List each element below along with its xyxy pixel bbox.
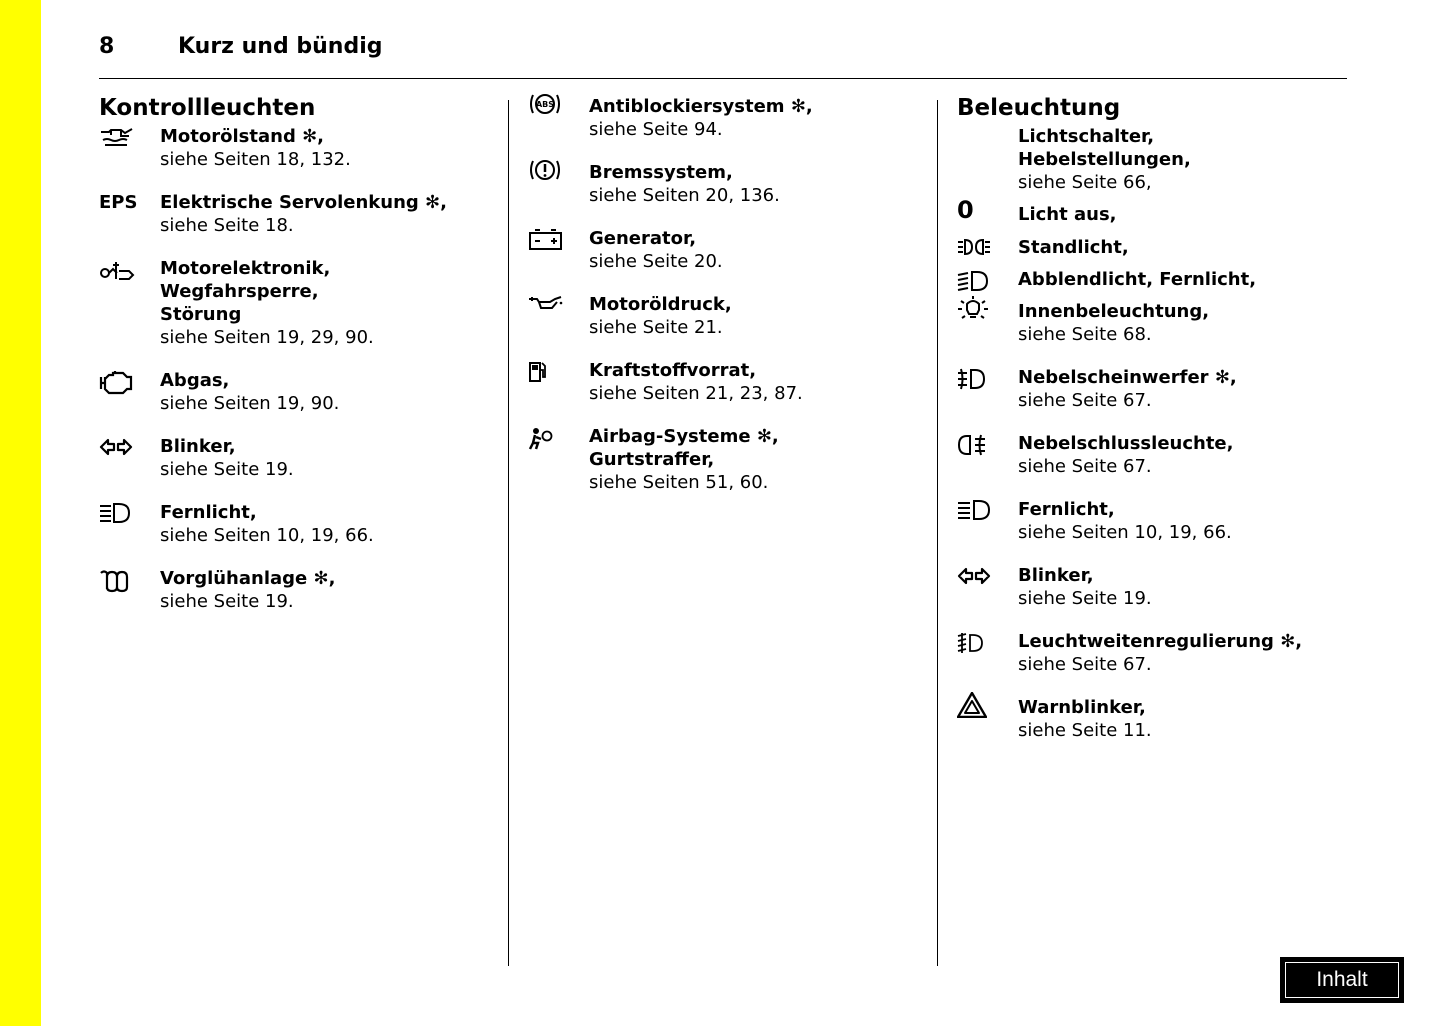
entry-page-reference: siehe Seiten 18, 132. xyxy=(160,149,351,170)
inhalt-button[interactable] xyxy=(1280,957,1404,1003)
column-divider xyxy=(937,100,938,966)
interior-light-icon xyxy=(957,296,997,320)
header-divider xyxy=(99,78,1347,79)
entry-page-reference: siehe Seiten 10, 19, 66. xyxy=(1018,522,1232,543)
hazard-warning-icon xyxy=(957,692,997,716)
airbag-icon xyxy=(528,427,568,451)
column-divider xyxy=(508,100,509,966)
abs-icon xyxy=(528,91,568,115)
entry-title: Fernlicht, xyxy=(160,502,257,523)
entry-title: Elektrische Servolenkung ✻, xyxy=(160,192,447,213)
entry-title: Kraftstoffvorrat, xyxy=(589,360,757,381)
entry-page-reference: siehe Seiten 19, 90. xyxy=(160,393,340,414)
entry-title-line: Airbag-Systeme ✻, xyxy=(589,426,779,447)
entry-title: Fernlicht, xyxy=(1018,499,1115,520)
entry-page-reference: siehe Seite 67. xyxy=(1018,456,1152,477)
entry-page-reference: siehe Seiten 19, 29, 90. xyxy=(160,327,374,348)
entry-page-reference: siehe Seite 94. xyxy=(589,119,723,140)
low-high-beam-icon xyxy=(957,270,997,294)
glow-plug-icon xyxy=(99,569,139,593)
entry-page-reference: siehe Seiten 21, 23, 87. xyxy=(589,383,803,404)
entry-page-reference: siehe Seite 19. xyxy=(1018,588,1152,609)
entry-title: Nebelscheinwerfer ✻, xyxy=(1018,367,1237,388)
fuel-pump-icon xyxy=(528,361,568,385)
rear-fog-light-icon xyxy=(957,434,997,458)
entry-title: Nebelschlussleuchte, xyxy=(1018,433,1234,454)
entry-title-line: Lichtschalter, xyxy=(1018,126,1155,147)
entry-page-reference: siehe Seite 68. xyxy=(1018,324,1152,345)
entry-page-reference: siehe Seite 66, xyxy=(1018,172,1152,193)
eps-label: EPS xyxy=(99,192,138,213)
entry-page-reference: siehe Seite 11. xyxy=(1018,720,1152,741)
entry-title: Abgas, xyxy=(160,370,230,391)
entry-title-line: Motorelektronik, xyxy=(160,258,331,279)
page-title: Kurz und bündig xyxy=(178,34,383,59)
entry-page-reference: siehe Seite 67. xyxy=(1018,654,1152,675)
page-number: 8 xyxy=(99,34,115,59)
entry-title: Motoröldruck, xyxy=(589,294,732,315)
entry-title-line: Wegfahrsperre, xyxy=(160,281,319,302)
entry-page-reference: siehe Seiten 10, 19, 66. xyxy=(160,525,374,546)
entry-title: Blinker, xyxy=(1018,565,1094,586)
engine-check-icon xyxy=(99,371,139,395)
oil-pressure-icon xyxy=(528,295,568,319)
section-heading-kontrollleuchten: Kontrollleuchten xyxy=(99,95,316,121)
entry-page-reference: siehe Seiten 20, 136. xyxy=(589,185,780,206)
entry-title: Leuchtweitenregulierung ✻, xyxy=(1018,631,1303,652)
entry-page-reference: siehe Seite 19. xyxy=(160,591,294,612)
high-beam-icon xyxy=(99,503,139,527)
engine-electronics-key-icon xyxy=(99,259,139,283)
entry-title: Abblendlicht, Fernlicht, xyxy=(1018,269,1257,290)
turn-signal-icon xyxy=(957,566,997,590)
entry-page-reference: siehe Seite 21. xyxy=(589,317,723,338)
entry-page-reference: siehe Seite 67. xyxy=(1018,390,1152,411)
entry-title: Warnblinker, xyxy=(1018,697,1146,718)
light-off-label: 0 xyxy=(957,196,974,224)
section-heading-beleuchtung: Beleuchtung xyxy=(957,95,1121,121)
entry-page-reference: siehe Seite 19. xyxy=(160,459,294,480)
high-beam-icon xyxy=(957,500,997,524)
entry-title: Bremssystem, xyxy=(589,162,733,183)
entry-page-reference: siehe Seite 18. xyxy=(160,215,294,236)
entry-title: Innenbeleuchtung, xyxy=(1018,301,1210,322)
entry-title-line: Hebelstellungen, xyxy=(1018,149,1191,170)
entry-title: Licht aus, xyxy=(1018,204,1117,225)
oil-level-icon xyxy=(99,127,139,151)
battery-icon xyxy=(528,229,568,253)
brake-warning-icon xyxy=(528,157,568,181)
entry-title: Standlicht, xyxy=(1018,237,1129,258)
svg-text:ABS: ABS xyxy=(535,100,555,109)
entry-title: Blinker, xyxy=(160,436,236,457)
turn-signal-icon xyxy=(99,437,139,461)
entry-page-reference: siehe Seite 20. xyxy=(589,251,723,272)
yellow-side-bar xyxy=(0,0,41,1026)
entry-title: Vorglühanlage ✻, xyxy=(160,568,336,589)
entry-title: Motorölstand ✻, xyxy=(160,126,325,147)
entry-page-reference: siehe Seiten 51, 60. xyxy=(589,472,769,493)
headlight-range-icon xyxy=(957,632,997,656)
parking-light-icon xyxy=(957,238,997,262)
fog-light-icon xyxy=(957,368,997,392)
entry-title-line: Gurtstraffer, xyxy=(589,449,715,470)
entry-title-line: Störung xyxy=(160,304,242,325)
inhalt-button-label[interactable]: Inhalt xyxy=(1285,962,1399,998)
entry-title: Generator, xyxy=(589,228,697,249)
entry-title: Antiblockiersystem ✻, xyxy=(589,96,813,117)
